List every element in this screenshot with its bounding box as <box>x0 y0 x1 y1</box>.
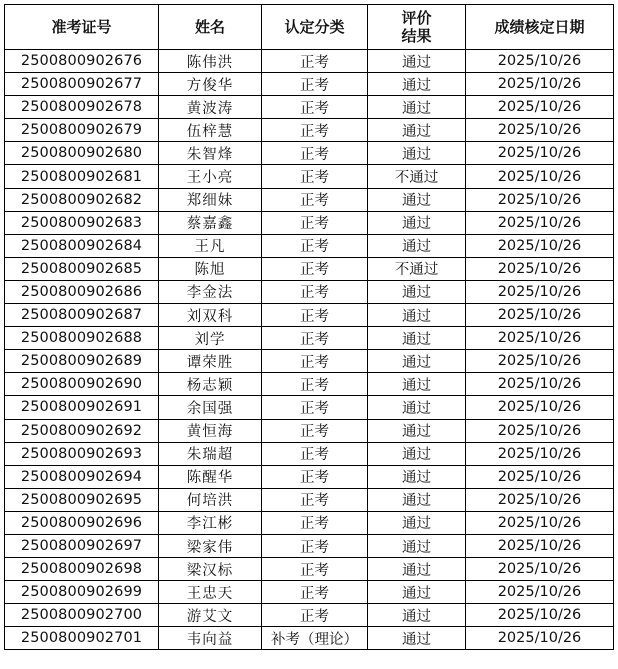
cell-category: 正考 <box>262 188 368 211</box>
table-row <box>5 257 614 280</box>
cell-date: 2025/10/26 <box>466 511 614 534</box>
cell-name: 余国强 <box>159 396 262 419</box>
cell-result: 通过 <box>368 534 466 557</box>
cell-name: 陈伟洪 <box>159 50 262 73</box>
table-row <box>5 396 614 419</box>
cell-exam-id: 2500800902692 <box>5 419 159 442</box>
cell-category: 正考 <box>262 581 368 604</box>
table-body <box>5 50 614 650</box>
table-row <box>5 419 614 442</box>
cell-category: 正考 <box>262 211 368 234</box>
table-row <box>5 350 614 373</box>
cell-category: 正考 <box>262 465 368 488</box>
cell-date: 2025/10/26 <box>466 419 614 442</box>
cell-exam-id: 2500800902680 <box>5 142 159 165</box>
cell-date: 2025/10/26 <box>466 488 614 511</box>
cell-date: 2025/10/26 <box>466 327 614 350</box>
cell-name: 梁家伟 <box>159 534 262 557</box>
cell-exam-id: 2500800902693 <box>5 442 159 465</box>
cell-date: 2025/10/26 <box>466 142 614 165</box>
cell-date: 2025/10/26 <box>466 465 614 488</box>
cell-name: 王凡 <box>159 234 262 257</box>
cell-date: 2025/10/26 <box>466 50 614 73</box>
cell-category: 正考 <box>262 280 368 303</box>
cell-result: 通过 <box>368 558 466 581</box>
cell-name: 杨志颖 <box>159 373 262 396</box>
table-row <box>5 50 614 73</box>
cell-result: 通过 <box>368 488 466 511</box>
cell-exam-id: 2500800902699 <box>5 581 159 604</box>
cell-category: 正考 <box>262 142 368 165</box>
cell-date: 2025/10/26 <box>466 558 614 581</box>
cell-date: 2025/10/26 <box>466 119 614 142</box>
cell-exam-id: 2500800902681 <box>5 165 159 188</box>
cell-name: 梁汉标 <box>159 558 262 581</box>
cell-date: 2025/10/26 <box>466 442 614 465</box>
cell-category: 正考 <box>262 604 368 627</box>
cell-exam-id: 2500800902686 <box>5 280 159 303</box>
cell-name: 李金法 <box>159 280 262 303</box>
cell-name: 游艾文 <box>159 604 262 627</box>
table-header <box>5 5 614 50</box>
table-row <box>5 73 614 96</box>
cell-name: 朱智烽 <box>159 142 262 165</box>
table-row <box>5 304 614 327</box>
cell-result: 通过 <box>368 604 466 627</box>
cell-result: 通过 <box>368 327 466 350</box>
cell-category: 正考 <box>262 488 368 511</box>
cell-name: 黄波涛 <box>159 96 262 119</box>
cell-category: 正考 <box>262 50 368 73</box>
cell-exam-id: 2500800902683 <box>5 211 159 234</box>
cell-exam-id: 2500800902679 <box>5 119 159 142</box>
cell-result: 通过 <box>368 304 466 327</box>
cell-name: 黄恒海 <box>159 419 262 442</box>
cell-result: 通过 <box>368 234 466 257</box>
cell-name: 何培洪 <box>159 488 262 511</box>
cell-category: 正考 <box>262 327 368 350</box>
cell-exam-id: 2500800902696 <box>5 511 159 534</box>
cell-name: 刘学 <box>159 327 262 350</box>
cell-name: 蔡嘉鑫 <box>159 211 262 234</box>
cell-category: 正考 <box>262 373 368 396</box>
cell-exam-id: 2500800902689 <box>5 350 159 373</box>
header-category: 认定分类 <box>262 5 368 50</box>
cell-category: 正考 <box>262 396 368 419</box>
cell-exam-id: 2500800902677 <box>5 73 159 96</box>
cell-name: 方俊华 <box>159 73 262 96</box>
cell-exam-id: 2500800902684 <box>5 234 159 257</box>
cell-result: 通过 <box>368 581 466 604</box>
table-row <box>5 327 614 350</box>
header-result-line2: 结果 <box>401 27 432 45</box>
cell-date: 2025/10/26 <box>466 234 614 257</box>
cell-result: 通过 <box>368 211 466 234</box>
cell-category: 正考 <box>262 511 368 534</box>
cell-exam-id: 2500800902694 <box>5 465 159 488</box>
cell-result: 通过 <box>368 280 466 303</box>
cell-exam-id: 2500800902697 <box>5 534 159 557</box>
table-row <box>5 119 614 142</box>
cell-category: 正考 <box>262 165 368 188</box>
table-row <box>5 373 614 396</box>
cell-exam-id: 2500800902688 <box>5 327 159 350</box>
cell-result: 通过 <box>368 373 466 396</box>
cell-category: 正考 <box>262 534 368 557</box>
cell-name: 刘双科 <box>159 304 262 327</box>
table-row <box>5 280 614 303</box>
results-table <box>4 4 614 650</box>
cell-category: 补考（理论） <box>262 627 368 650</box>
cell-exam-id: 2500800902676 <box>5 50 159 73</box>
cell-name: 陈旭 <box>159 257 262 280</box>
cell-date: 2025/10/26 <box>466 604 614 627</box>
cell-date: 2025/10/26 <box>466 73 614 96</box>
cell-date: 2025/10/26 <box>466 257 614 280</box>
cell-exam-id: 2500800902698 <box>5 558 159 581</box>
cell-name: 李江彬 <box>159 511 262 534</box>
table-row <box>5 234 614 257</box>
cell-name: 伍梓慧 <box>159 119 262 142</box>
cell-exam-id: 2500800902690 <box>5 373 159 396</box>
cell-category: 正考 <box>262 442 368 465</box>
cell-result: 通过 <box>368 50 466 73</box>
header-result-line1: 评价 <box>401 9 432 27</box>
header-result <box>368 5 466 50</box>
cell-result: 通过 <box>368 511 466 534</box>
cell-category: 正考 <box>262 419 368 442</box>
cell-result: 通过 <box>368 119 466 142</box>
header-name: 姓名 <box>159 5 262 50</box>
table-row <box>5 534 614 557</box>
cell-result: 通过 <box>368 396 466 419</box>
cell-date: 2025/10/26 <box>466 627 614 650</box>
cell-result: 通过 <box>368 73 466 96</box>
cell-category: 正考 <box>262 304 368 327</box>
table-row <box>5 465 614 488</box>
cell-result: 不通过 <box>368 257 466 280</box>
cell-result: 通过 <box>368 142 466 165</box>
table-row <box>5 581 614 604</box>
cell-date: 2025/10/26 <box>466 534 614 557</box>
cell-date: 2025/10/26 <box>466 188 614 211</box>
table-row <box>5 558 614 581</box>
table-row <box>5 442 614 465</box>
cell-date: 2025/10/26 <box>466 581 614 604</box>
cell-category: 正考 <box>262 257 368 280</box>
cell-exam-id: 2500800902682 <box>5 188 159 211</box>
table-row <box>5 188 614 211</box>
cell-date: 2025/10/26 <box>466 304 614 327</box>
cell-exam-id: 2500800902678 <box>5 96 159 119</box>
cell-name: 陈醒华 <box>159 465 262 488</box>
cell-result: 通过 <box>368 442 466 465</box>
header-exam-id: 准考证号 <box>5 5 159 50</box>
cell-result: 通过 <box>368 96 466 119</box>
cell-date: 2025/10/26 <box>466 96 614 119</box>
cell-exam-id: 2500800902695 <box>5 488 159 511</box>
cell-name: 郑细妹 <box>159 188 262 211</box>
cell-name: 王小亮 <box>159 165 262 188</box>
cell-date: 2025/10/26 <box>466 165 614 188</box>
cell-result: 通过 <box>368 350 466 373</box>
cell-name: 王忠天 <box>159 581 262 604</box>
cell-result: 通过 <box>368 419 466 442</box>
cell-exam-id: 2500800902685 <box>5 257 159 280</box>
table-row <box>5 142 614 165</box>
table-row <box>5 165 614 188</box>
table-row <box>5 96 614 119</box>
cell-date: 2025/10/26 <box>466 396 614 419</box>
table-row <box>5 211 614 234</box>
cell-category: 正考 <box>262 350 368 373</box>
cell-result: 通过 <box>368 627 466 650</box>
cell-category: 正考 <box>262 73 368 96</box>
cell-exam-id: 2500800902700 <box>5 604 159 627</box>
table-row <box>5 604 614 627</box>
cell-date: 2025/10/26 <box>466 211 614 234</box>
cell-exam-id: 2500800902691 <box>5 396 159 419</box>
table-row <box>5 488 614 511</box>
cell-date: 2025/10/26 <box>466 373 614 396</box>
cell-name: 朱瑞超 <box>159 442 262 465</box>
cell-exam-id: 2500800902687 <box>5 304 159 327</box>
cell-exam-id: 2500800902701 <box>5 627 159 650</box>
table-row <box>5 627 614 650</box>
cell-name: 韦向益 <box>159 627 262 650</box>
cell-result: 通过 <box>368 188 466 211</box>
cell-category: 正考 <box>262 96 368 119</box>
cell-name: 谭荣胜 <box>159 350 262 373</box>
cell-category: 正考 <box>262 558 368 581</box>
cell-date: 2025/10/26 <box>466 350 614 373</box>
cell-category: 正考 <box>262 234 368 257</box>
cell-result: 通过 <box>368 465 466 488</box>
header-row <box>5 5 614 50</box>
header-date: 成绩核定日期 <box>466 5 614 50</box>
cell-date: 2025/10/26 <box>466 280 614 303</box>
cell-category: 正考 <box>262 119 368 142</box>
table-row <box>5 511 614 534</box>
cell-result: 不通过 <box>368 165 466 188</box>
